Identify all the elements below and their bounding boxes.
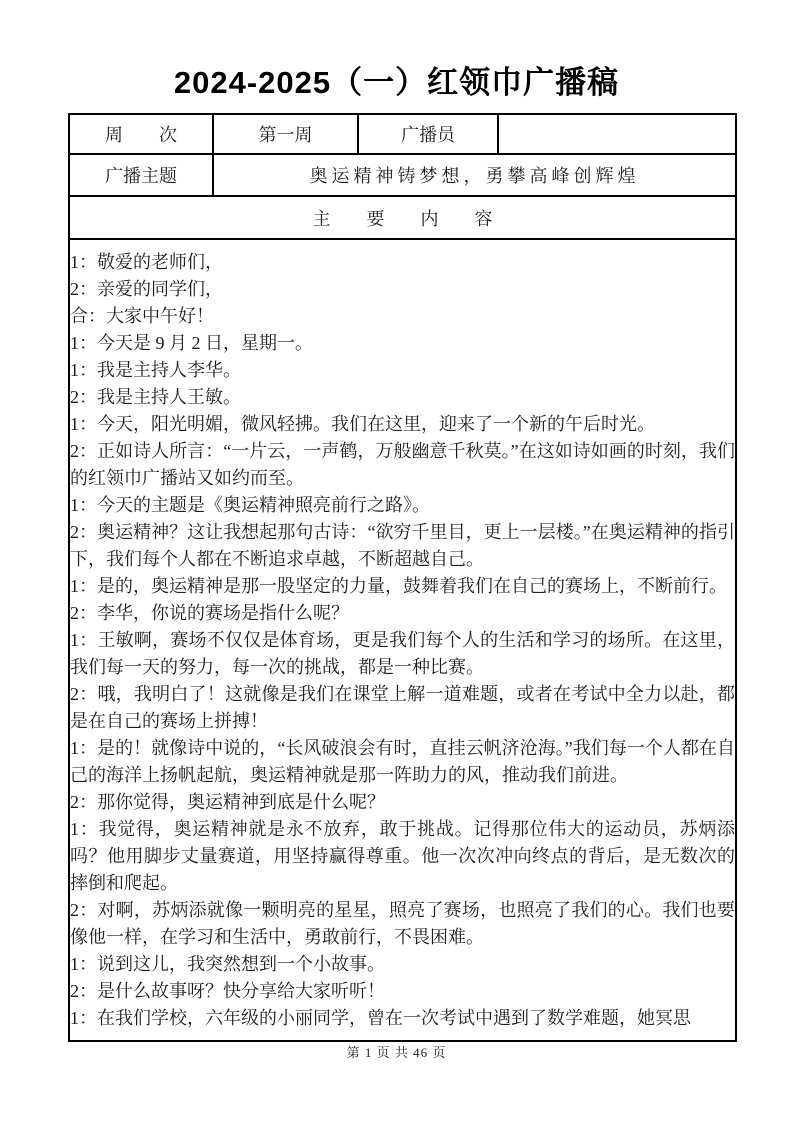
script-line: 2：正如诗人所言：“一片云，一声鹤，万般幽意千秋莫。”在这如诗如画的时刻，我们的红领巾广播站又如约而至。 — [70, 440, 735, 488]
script-line: 1：是的，奥运精神是那一股坚定的力量，鼓舞着我们在自己的赛场上，不断前行。 — [70, 575, 727, 596]
table-row-content-header — [69, 196, 736, 239]
script-line: 1：今天，阳光明媚，微风轻拂。我们在这里，迎来了一个新的午后时光。 — [70, 413, 655, 434]
script-line: 1：说到这儿，我突然想到一个小故事。 — [70, 953, 385, 974]
broadcaster-label-cell: 广播员 — [358, 114, 498, 154]
script-line: 1：今天是 9 月 2 日，星期一。 — [70, 332, 313, 353]
page-number-footer: 第 1 页 共 46 页 — [346, 1045, 447, 1060]
script-line: 1：王敏啊，赛场不仅仅是体育场，更是我们每个人的生活和学习的场所。在这里，我们每一天的努力，每一次的挑战，都是一种比赛。 — [70, 629, 735, 677]
theme-value-cell: 奥运精神铸梦想，勇攀高峰创辉煌 — [213, 154, 736, 196]
script-line: 1：在我们学校，六年级的小丽同学，曾在一次考试中遇到了数学难题，她冥思 — [70, 1007, 691, 1028]
table-row-theme — [69, 154, 736, 196]
script-line: 1：我觉得，奥运精神就是永不放弃，敢于挑战。记得那位伟大的运动员，苏炳添吗？他用脚步丈量赛道，用坚持赢得尊重。他一次次冲向终点的背后，是无数次的摔倒和爬起。 — [70, 818, 735, 893]
script-line: 2：那你觉得，奥运精神到底是什么呢？ — [70, 791, 385, 812]
script-content-cell — [69, 239, 736, 1041]
script-line: 2：哦，我明白了！这就像是我们在课堂上解一道难题，或者在考试中全力以赴，都是在自己的赛场上拼搏！ — [70, 683, 735, 731]
script-line: 1：敬爱的老师们， — [70, 251, 223, 272]
document-title: 2024-2025（一）红领巾广播稿 — [173, 65, 620, 100]
script-line: 2：我是主持人王敏。 — [70, 386, 241, 407]
script-line: 2：对啊，苏炳添就像一颗明亮的星星，照亮了赛场，也照亮了我们的心。我们也要像他一样，在学习和生活中，勇敢前行，不畏困难。 — [70, 899, 735, 947]
week-value-cell: 第一周 — [213, 114, 358, 154]
script-line: 1：是的！就像诗中说的，“长风破浪会有时，直挂云帆济沧海。”我们每一个人都在自己的海洋上扬帆起航，奥运精神就是那一阵助力的风，推动我们前进。 — [70, 737, 735, 785]
script-line: 合：大家中午好！ — [70, 305, 214, 326]
script-line: 2：李华，你说的赛场是指什么呢？ — [70, 602, 349, 623]
script-line: 1：今天的主题是《奥运精神照亮前行之路》。 — [70, 494, 430, 515]
script-line: 2：奥运精神？这让我想起那句古诗：“欲穷千里目，更上一层楼。”在奥运精神的指引下，我们每个人都在不断追求卓越，不断超越自己。 — [70, 521, 735, 569]
table-row-content — [69, 239, 736, 1041]
broadcaster-value-cell — [498, 114, 736, 154]
theme-label-cell: 广播主题 — [69, 154, 213, 196]
script-line: 2：亲爱的同学们， — [70, 278, 223, 299]
table-row-week — [69, 114, 736, 154]
week-label-cell: 周 次 — [69, 114, 213, 154]
script-line: 2：是什么故事呀？快分享给大家听听！ — [70, 980, 385, 1001]
script-line: 1：我是主持人李华。 — [70, 359, 241, 380]
content-header-cell: 主 要 内 容 — [69, 196, 736, 239]
broadcast-info-table — [68, 113, 737, 1042]
